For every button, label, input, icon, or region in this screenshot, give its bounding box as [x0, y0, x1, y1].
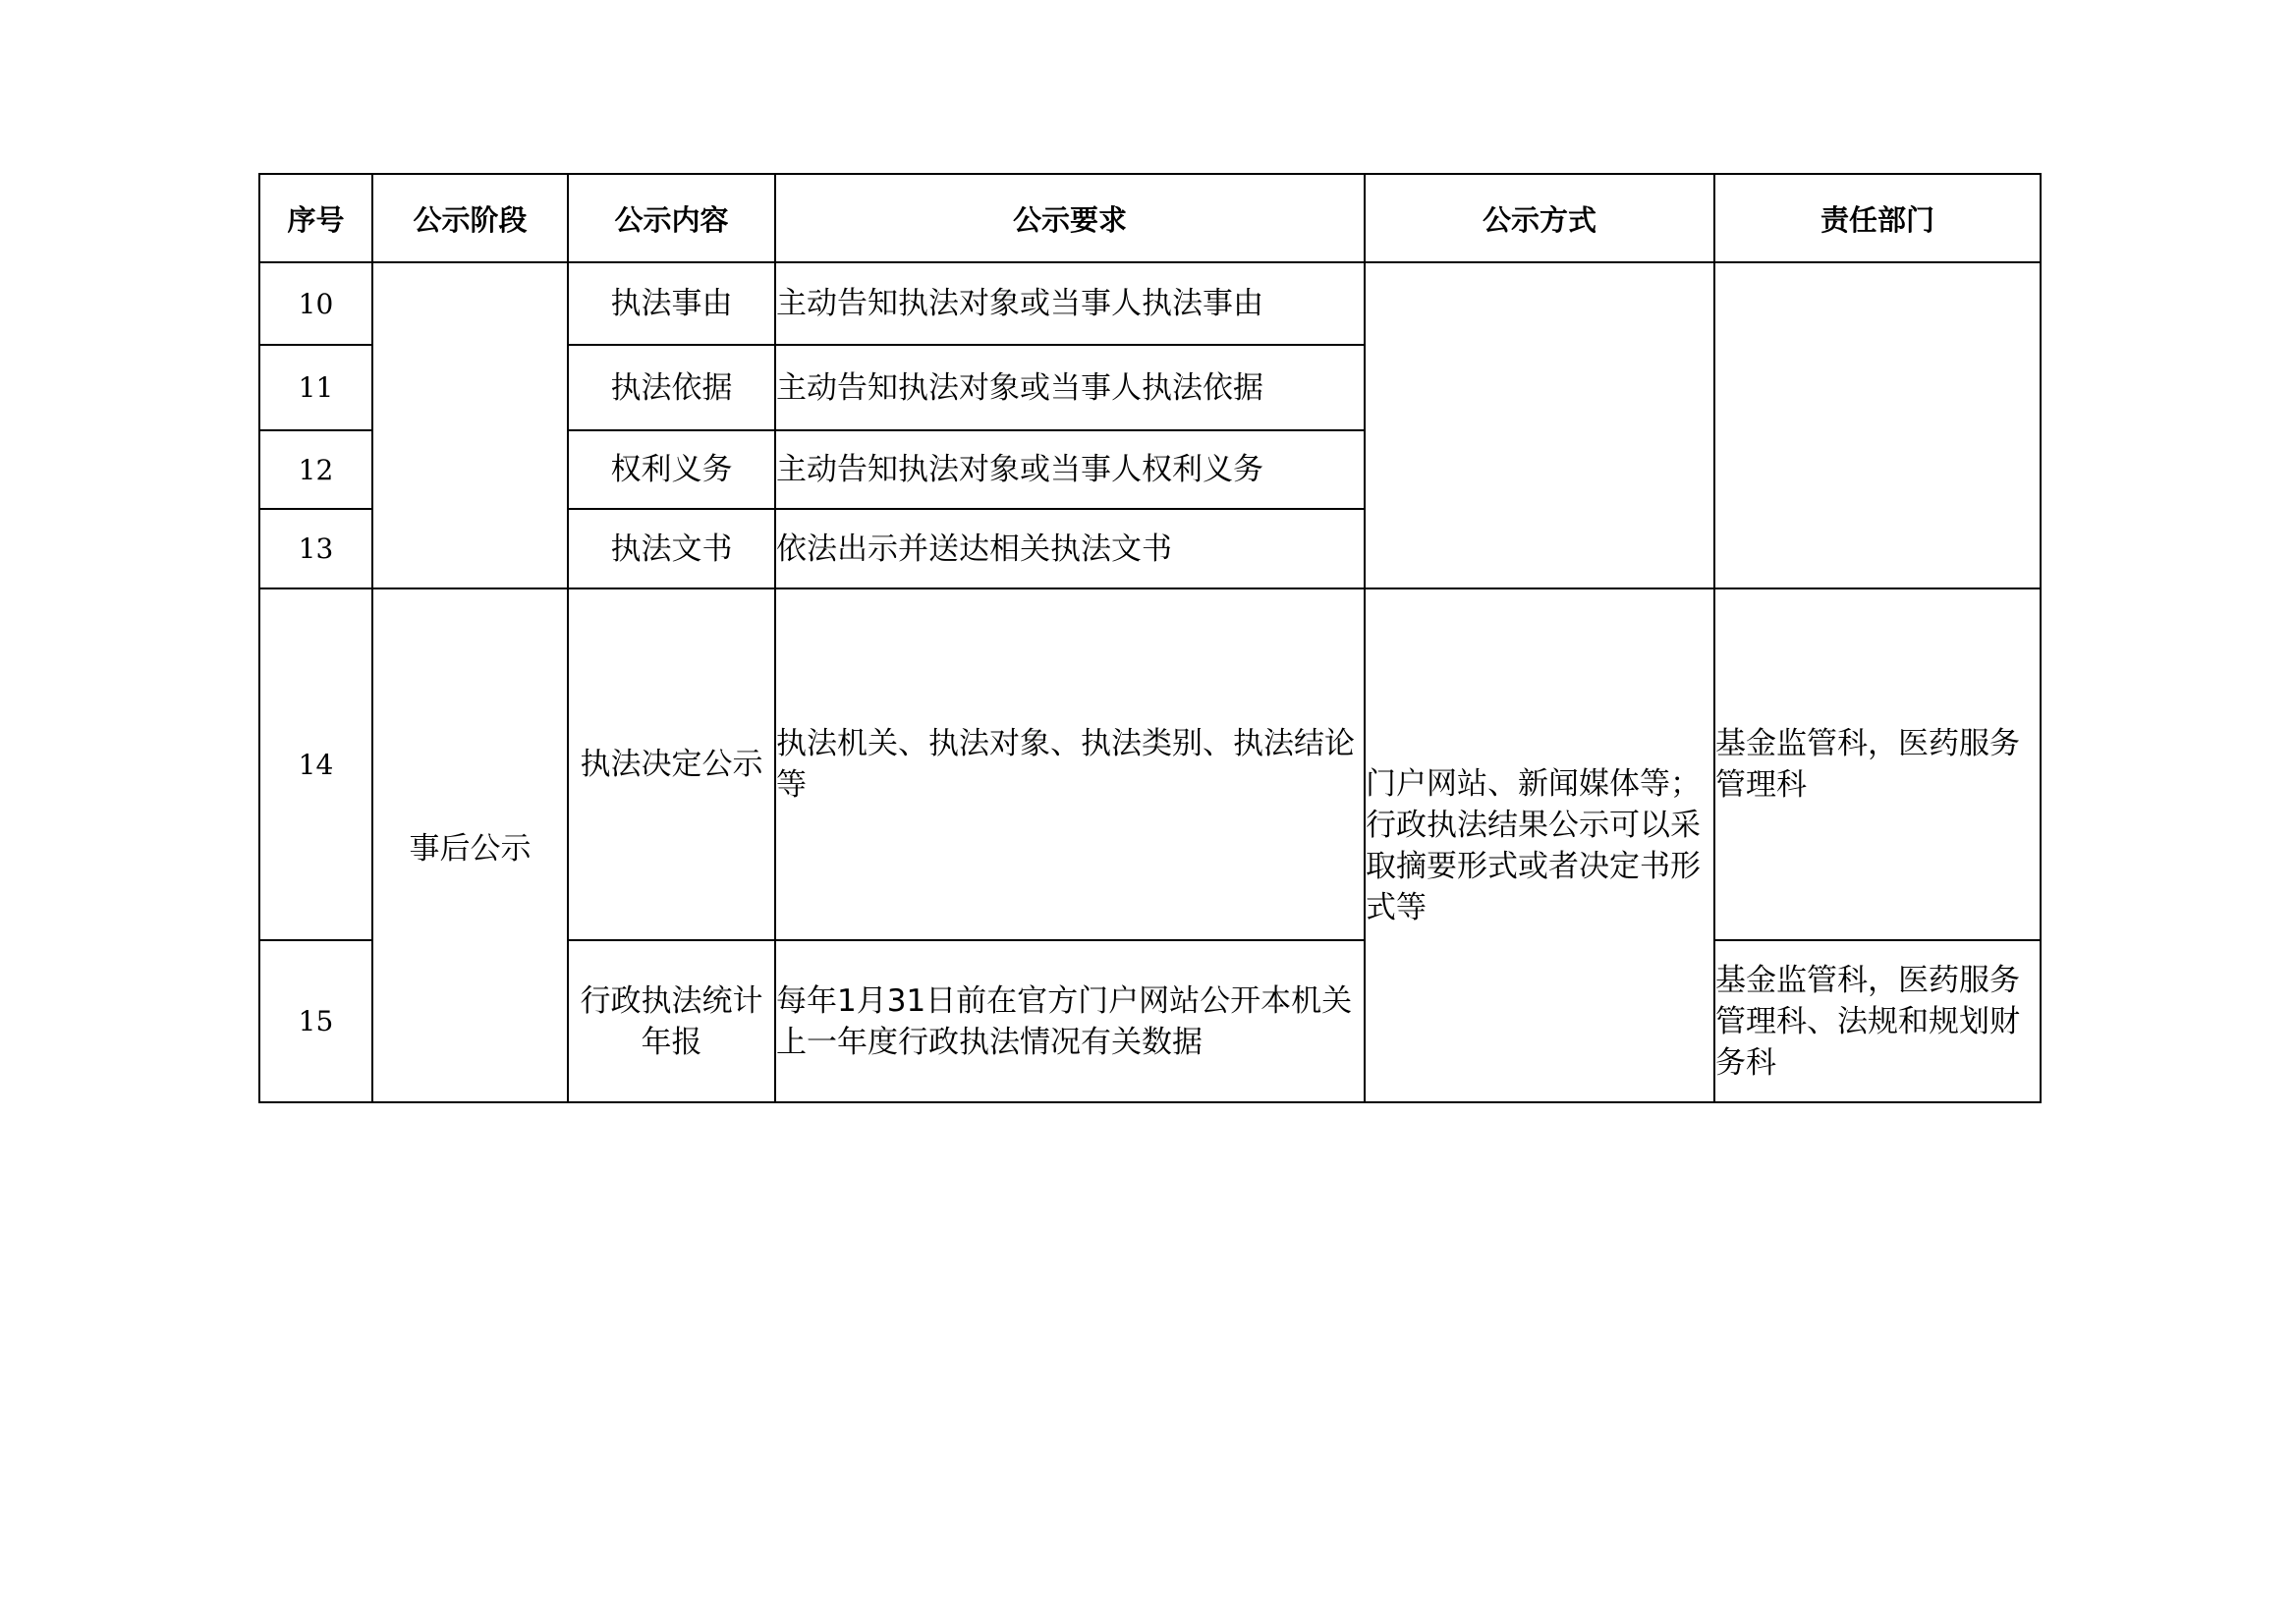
header-stage: 公示阶段	[372, 174, 568, 262]
table-row	[259, 262, 2041, 345]
row-serial: 14	[259, 588, 372, 940]
row-content: 执法依据	[568, 345, 775, 430]
row-requirement: 主动告知执法对象或当事人权利义务	[775, 430, 1365, 509]
row-department-empty	[1714, 262, 2041, 588]
row-serial: 12	[259, 430, 372, 509]
row-stage-empty	[372, 262, 568, 588]
row-requirement: 执法机关、执法对象、执法类别、执法结论等	[775, 588, 1365, 940]
table-header-row	[259, 174, 2041, 262]
row-serial: 15	[259, 940, 372, 1102]
header-department: 责任部门	[1714, 174, 2041, 262]
row-department: 基金监管科，医药服务管理科、法规和规划财务科	[1714, 940, 2041, 1102]
row-requirement: 主动告知执法对象或当事人执法依据	[775, 345, 1365, 430]
row-content: 执法文书	[568, 509, 775, 588]
header-content: 公示内容	[568, 174, 775, 262]
header-requirement: 公示要求	[775, 174, 1365, 262]
table-row	[259, 588, 2041, 940]
row-content: 行政执法统计年报	[568, 940, 775, 1102]
row-serial: 10	[259, 262, 372, 345]
row-stage: 事后公示	[372, 588, 568, 1102]
row-requirement: 主动告知执法对象或当事人执法事由	[775, 262, 1365, 345]
publicity-table	[258, 173, 2042, 1103]
row-serial: 13	[259, 509, 372, 588]
row-department: 基金监管科，医药服务管理科	[1714, 588, 2041, 940]
row-requirement: 依法出示并送达相关执法文书	[775, 509, 1365, 588]
row-content: 权利义务	[568, 430, 775, 509]
row-serial: 11	[259, 345, 372, 430]
header-serial: 序号	[259, 174, 372, 262]
row-content: 执法事由	[568, 262, 775, 345]
row-method: 门户网站、新闻媒体等；行政执法结果公示可以采取摘要形式或者决定书形式等	[1365, 588, 1714, 1102]
header-method: 公示方式	[1365, 174, 1714, 262]
row-method-empty	[1365, 262, 1714, 588]
row-requirement: 每年1月31日前在官方门户网站公开本机关上一年度行政执法情况有关数据	[775, 940, 1365, 1102]
row-content: 执法决定公示	[568, 588, 775, 940]
